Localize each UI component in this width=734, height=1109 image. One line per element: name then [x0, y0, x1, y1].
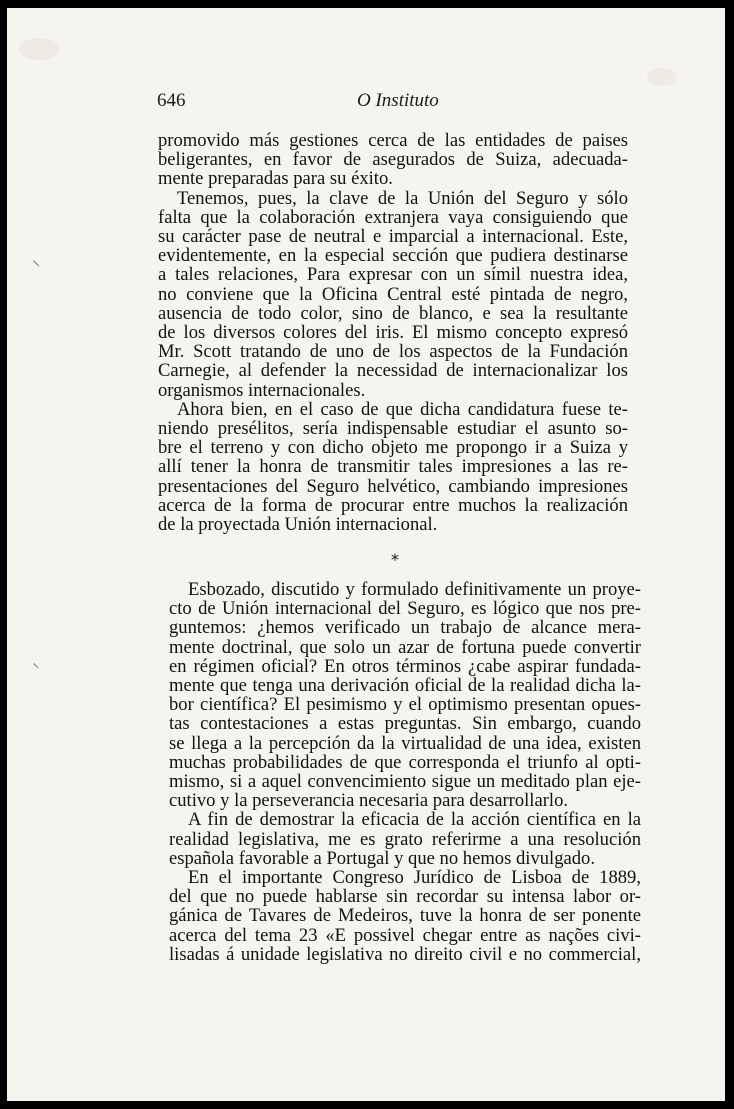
text-line: mente que tenga una derivación oficial de la realidad dicha la- — [169, 675, 641, 697]
paper-stain — [19, 38, 59, 60]
text-line: Esbozado, discutido y formulado definitivamente un proye- — [188, 579, 641, 600]
margin-tick-mark — [33, 254, 45, 266]
text-line: no conviene que la Oficina Central esté pintada de negro, — [158, 283, 628, 305]
text-line: mismo, si a aquel convencimiento sigue un meditado plan eje- — [169, 771, 641, 793]
book-page — [7, 8, 725, 1101]
text-line: Mr. Scott tratando de uno de los aspectos de la Fundación — [158, 341, 628, 363]
text-line: gánica de Tavares de Medeiros, tuve la honra de ser ponente — [169, 905, 641, 927]
text-line: acerca de la forma de procurar entre muchos la realización — [158, 494, 628, 516]
upper-text-block — [158, 131, 628, 534]
text-line: ausencia de todo color, sino de blanco, e sea la resultante — [158, 302, 628, 324]
page-number: 646 — [157, 90, 186, 111]
text-line: bor científica? El pesimismo y el optimismo presentan opues- — [169, 694, 641, 716]
text-line: acerca del tema 23 «E possivel chegar entre as nações civi- — [169, 924, 641, 946]
text-line: promovido más gestiones cerca de las entidades de paises — [158, 130, 628, 151]
text-line: falta que la colaboración extranjera vaya consiguiendo que — [158, 206, 628, 228]
text-line: En el importante Congreso Jurídico de Lisboa de 1889, — [188, 867, 641, 889]
text-line: en régimen oficial? En otros términos ¿cabe aspirar fundada- — [169, 655, 641, 677]
paper-stain — [647, 68, 677, 86]
text-line: realidad legislativa, me es grato referirme a una resolución — [169, 828, 641, 850]
text-line: guntemos: ¿hemos verificado un trabajo de alcance mera- — [169, 617, 641, 639]
text-line: de la proyectada Unión internacional. — [158, 514, 438, 536]
text-line: presentaciones del Seguro helvético, cambiando impresiones — [158, 475, 628, 497]
text-line: a tales relaciones, Para expresar con un símil nuestra idea, — [158, 264, 628, 286]
text-line: mente doctrinal, que solo un azar de fortuna puede convertir — [169, 636, 641, 658]
text-line: beligerantes, en favor de asegurados de Suiza, adecuada- — [158, 149, 628, 171]
text-line: cutivo y la perseverancia necesaria para desarrollarlo. — [169, 790, 569, 812]
text-line: mente preparadas para su éxito. — [158, 168, 393, 190]
text-line: evidentemente, en la especial sección que pudiera destinarse — [158, 245, 628, 267]
text-line: lisadas á unidade legislativa no direito civil e no commercial, — [169, 943, 641, 965]
running-head — [157, 90, 627, 116]
text-line: allí tener la honra de transmitir tales impresiones a las re- — [158, 456, 628, 478]
text-line: Tenemos, pues, la clave de la Unión del Seguro y sólo — [177, 187, 628, 209]
text-line: Ahora bien, en el caso de que dicha candidatura fuese te- — [177, 398, 628, 420]
journal-title: O Instituto — [357, 90, 439, 111]
text-line: española favorable a Portugal y que no hemos divulgado. — [169, 847, 595, 869]
text-line: muchas probabilidades de que corresponda el triunfo al opti- — [169, 751, 641, 773]
text-line: se llega a la percepción da la virtualidad de una idea, existen — [169, 732, 641, 754]
lower-text-block — [169, 580, 641, 964]
text-line: Carnegie, al defender la necessidad de internacionalizar los — [158, 360, 628, 382]
text-line: su carácter pase de neutral e imparcial a internacional. Este, — [158, 226, 628, 248]
margin-tick-mark — [33, 659, 42, 668]
text-line: organismos internacionales. — [158, 379, 366, 401]
text-line: del que no puede hablarse sin recordar su intensa labor or- — [169, 886, 641, 908]
text-line: bre el terreno y con dicho objeto me propongo ir a Suiza y — [158, 437, 628, 459]
text-line: A fin de demostrar la eficacia de la acción científica en la — [188, 809, 641, 831]
text-line: cto de Unión internacional del Seguro, es lógico que nos pre- — [169, 598, 641, 620]
text-line: de los diversos colores del iris. El mismo concepto expresó — [158, 322, 628, 344]
text-line: niendo presélitos, sería indispensable estudiar el asunto so- — [158, 418, 628, 440]
section-separator: * — [391, 550, 399, 569]
text-line: tas contestaciones a estas preguntas. Sin embargo, cuando — [169, 713, 641, 735]
